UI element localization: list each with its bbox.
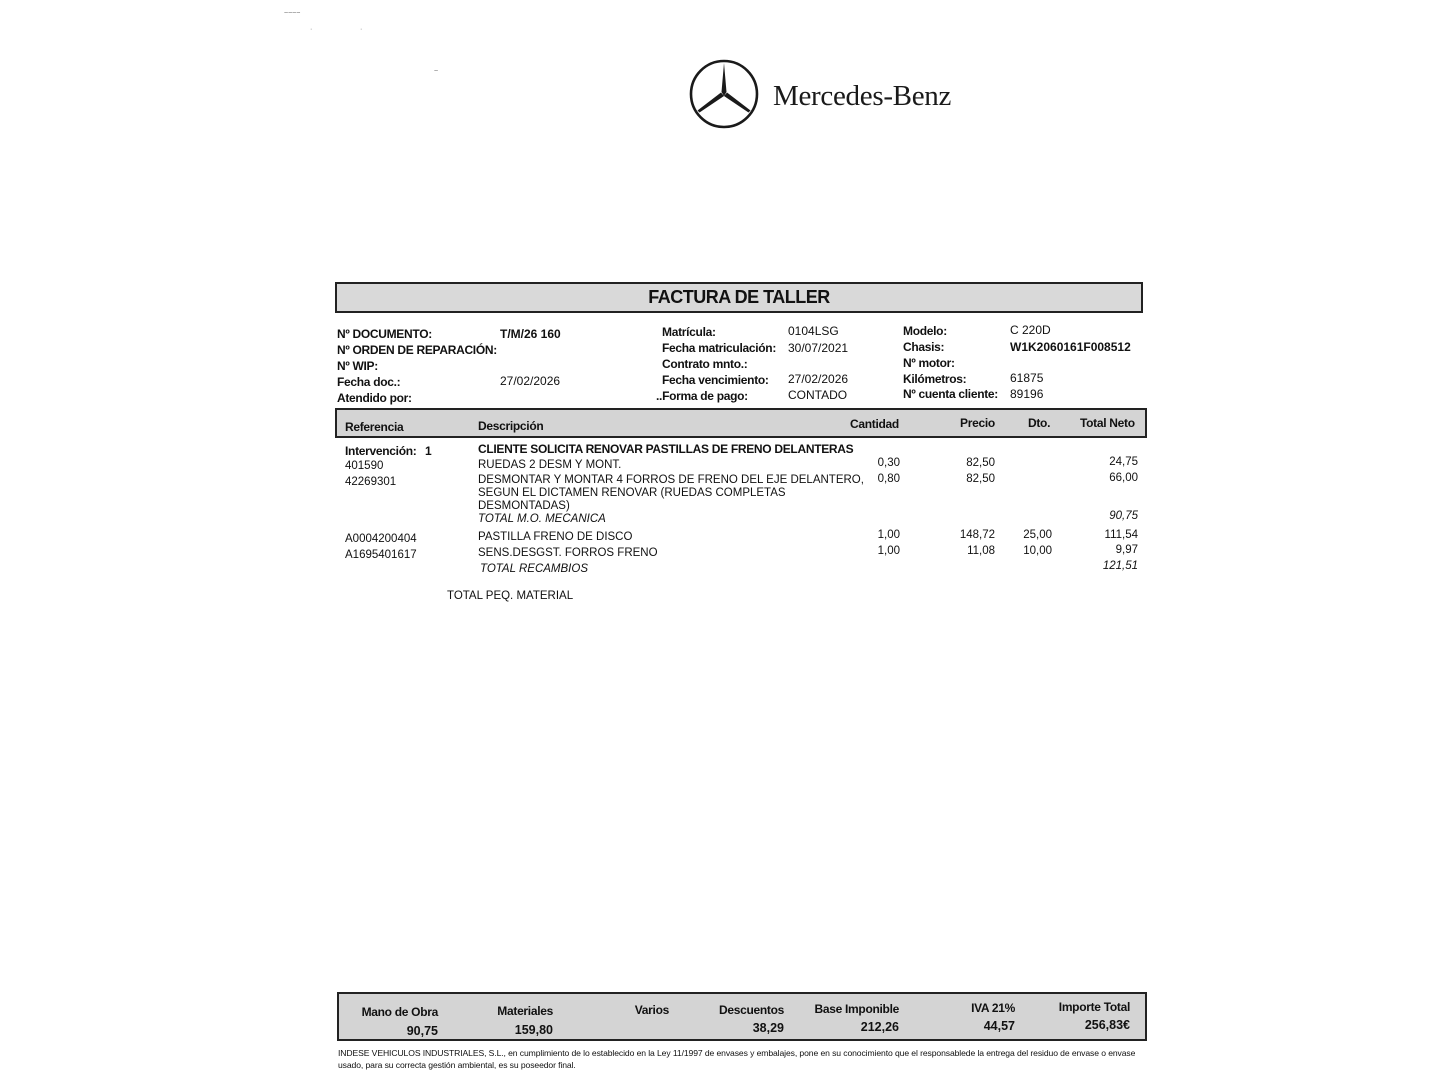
forma-pago-value: CONTADO <box>788 388 848 402</box>
total-peq-material-label: TOTAL PEQ. MATERIAL <box>447 590 574 602</box>
forma-pago-label: ..Forma de pago: <box>656 389 748 403</box>
scan-speck: · <box>310 26 313 33</box>
modelo-value: C 220D <box>1010 323 1051 337</box>
col-descripcion: Descripción <box>478 419 544 433</box>
intervencion-number: 1 <box>425 444 432 458</box>
row4-precio: 11,08 <box>967 545 995 557</box>
cuenta-cliente-value: 89196 <box>1010 387 1044 401</box>
row4-dto: 10,00 <box>1023 545 1052 557</box>
fecha-matriculacion-label: Fecha matriculación: <box>662 341 777 355</box>
documento-value: T/M/26 160 <box>500 327 561 341</box>
row4-desc: SENS.DESGST. FORROS FRENO <box>478 547 658 559</box>
scan-speck: ~~~~ <box>284 10 301 17</box>
mercedes-star-icon <box>688 58 760 130</box>
atendido-label: Atendido por: <box>337 391 412 405</box>
row2-total: 66,00 <box>1109 472 1138 484</box>
modelo-label: Modelo: <box>903 324 947 338</box>
wip-label: Nº WIP: <box>337 359 378 373</box>
row4-ref: A1695401617 <box>345 549 417 561</box>
invoice-title-bar <box>335 282 1143 313</box>
matricula-value: 0104LSG <box>788 324 839 338</box>
vencimiento-label: Fecha vencimiento: <box>662 373 769 387</box>
row3-desc: PASTILLA FRENO DE DISCO <box>478 531 633 543</box>
total-mo-value: 90,75 <box>1109 510 1138 522</box>
summary-value-importe-total: 256,83€ <box>1084 1018 1130 1032</box>
row2-precio: 82,50 <box>966 473 995 485</box>
footer-legal-line2: usado, para su correcta gestión ambiental, es su poseedor final. <box>338 1060 576 1070</box>
col-cantidad: Cantidad <box>850 417 899 431</box>
table-header <box>335 408 1147 438</box>
row2-ref: 42269301 <box>345 476 397 488</box>
summary-label-varios: Varios <box>634 1003 669 1017</box>
summary-value-descuentos: 38,29 <box>752 1021 784 1035</box>
fecha-doc-label: Fecha doc.: <box>337 375 401 389</box>
col-dto: Dto. <box>1028 416 1051 430</box>
row1-total: 24,75 <box>1109 456 1138 468</box>
row2-desc: DESMONTAR Y MONTAR 4 FORROS DE FRENO DEL EJE DELANTERO, <box>478 474 864 486</box>
row3-dto: 25,00 <box>1023 529 1052 541</box>
motor-label: Nº motor: <box>903 356 955 370</box>
row2-desc-line3: DESMONTADAS) <box>478 500 570 512</box>
brand-name: Mercedes-Benz <box>773 80 952 112</box>
fecha-doc-value: 27/02/2026 <box>500 374 561 388</box>
fecha-matriculacion-value: 30/07/2021 <box>788 341 849 355</box>
total-recambios-value: 121,51 <box>1102 560 1138 572</box>
summary-label-importe-total: Importe Total <box>1058 1000 1130 1014</box>
chasis-value: W1K2060161F008512 <box>1010 340 1131 354</box>
row2-cantidad: 0,80 <box>877 473 900 485</box>
summary-label-base-imponible: Base Imponible <box>814 1002 899 1016</box>
summary-label-descuentos: Descuentos <box>718 1003 784 1017</box>
intervencion-label: Intervención: <box>345 444 417 458</box>
summary-label-iva: IVA 21% <box>971 1001 1015 1015</box>
contrato-label: Contrato mnto.: <box>662 357 748 371</box>
chasis-label: Chasis: <box>903 340 945 354</box>
row3-total: 111,54 <box>1104 529 1138 541</box>
invoice-title: FACTURA DE TALLER <box>648 287 830 307</box>
total-mo-label: TOTAL M.O. MECANICA <box>478 513 606 525</box>
row3-cantidad: 1,00 <box>877 529 900 541</box>
intervencion-description: CLIENTE SOLICITA RENOVAR PASTILLAS DE FRENO DELANTERAS <box>478 442 854 456</box>
row4-total: 9,97 <box>1115 544 1138 556</box>
summary-value-mano-obra: 90,75 <box>406 1024 438 1038</box>
cuenta-cliente-label: Nº cuenta cliente: <box>903 387 999 401</box>
col-total-neto: Total Neto <box>1080 416 1135 430</box>
summary-value-iva: 44,57 <box>983 1019 1015 1033</box>
summary-label-materiales: Materiales <box>497 1004 553 1018</box>
row4-cantidad: 1,00 <box>877 545 900 557</box>
row1-ref: 401590 <box>345 460 384 472</box>
col-referencia: Referencia <box>345 420 404 434</box>
col-precio: Precio <box>960 416 995 430</box>
summary-label-mano-obra: Mano de Obra <box>361 1005 438 1019</box>
footer-legal-line1: INDESE VEHICULOS INDUSTRIALES, S.L., en cumplimiento de lo establecido en la Ley 11/1997 de envases y embalajes, pone en su conocimiento que el responsablede la entrega del residuo de envase o envase <box>338 1048 1136 1058</box>
kilometros-value: 61875 <box>1010 371 1044 385</box>
matricula-label: Matrícula: <box>662 325 716 339</box>
row1-cantidad: 0,30 <box>877 457 900 469</box>
row1-precio: 82,50 <box>966 457 995 469</box>
row3-ref: A0004200404 <box>345 533 417 545</box>
scan-speck: · <box>360 26 363 33</box>
summary-value-materiales: 159,80 <box>514 1023 553 1037</box>
kilometros-label: Kilómetros: <box>903 372 967 386</box>
documento-label: Nº DOCUMENTO: <box>337 327 432 341</box>
scan-speck: ~ <box>434 68 439 75</box>
row2-desc-line2: SEGUN EL DICTAMEN RENOVAR (RUEDAS COMPLETAS <box>478 487 786 499</box>
summary-value-base-imponible: 212,26 <box>860 1020 899 1034</box>
row3-precio: 148,72 <box>959 529 995 541</box>
vencimiento-value: 27/02/2026 <box>788 372 849 386</box>
row1-desc: RUEDAS 2 DESM Y MONT. <box>478 459 622 471</box>
orden-label: Nº ORDEN DE REPARACIÓN: <box>337 343 497 357</box>
total-recambios-label: TOTAL RECAMBIOS <box>480 563 588 575</box>
